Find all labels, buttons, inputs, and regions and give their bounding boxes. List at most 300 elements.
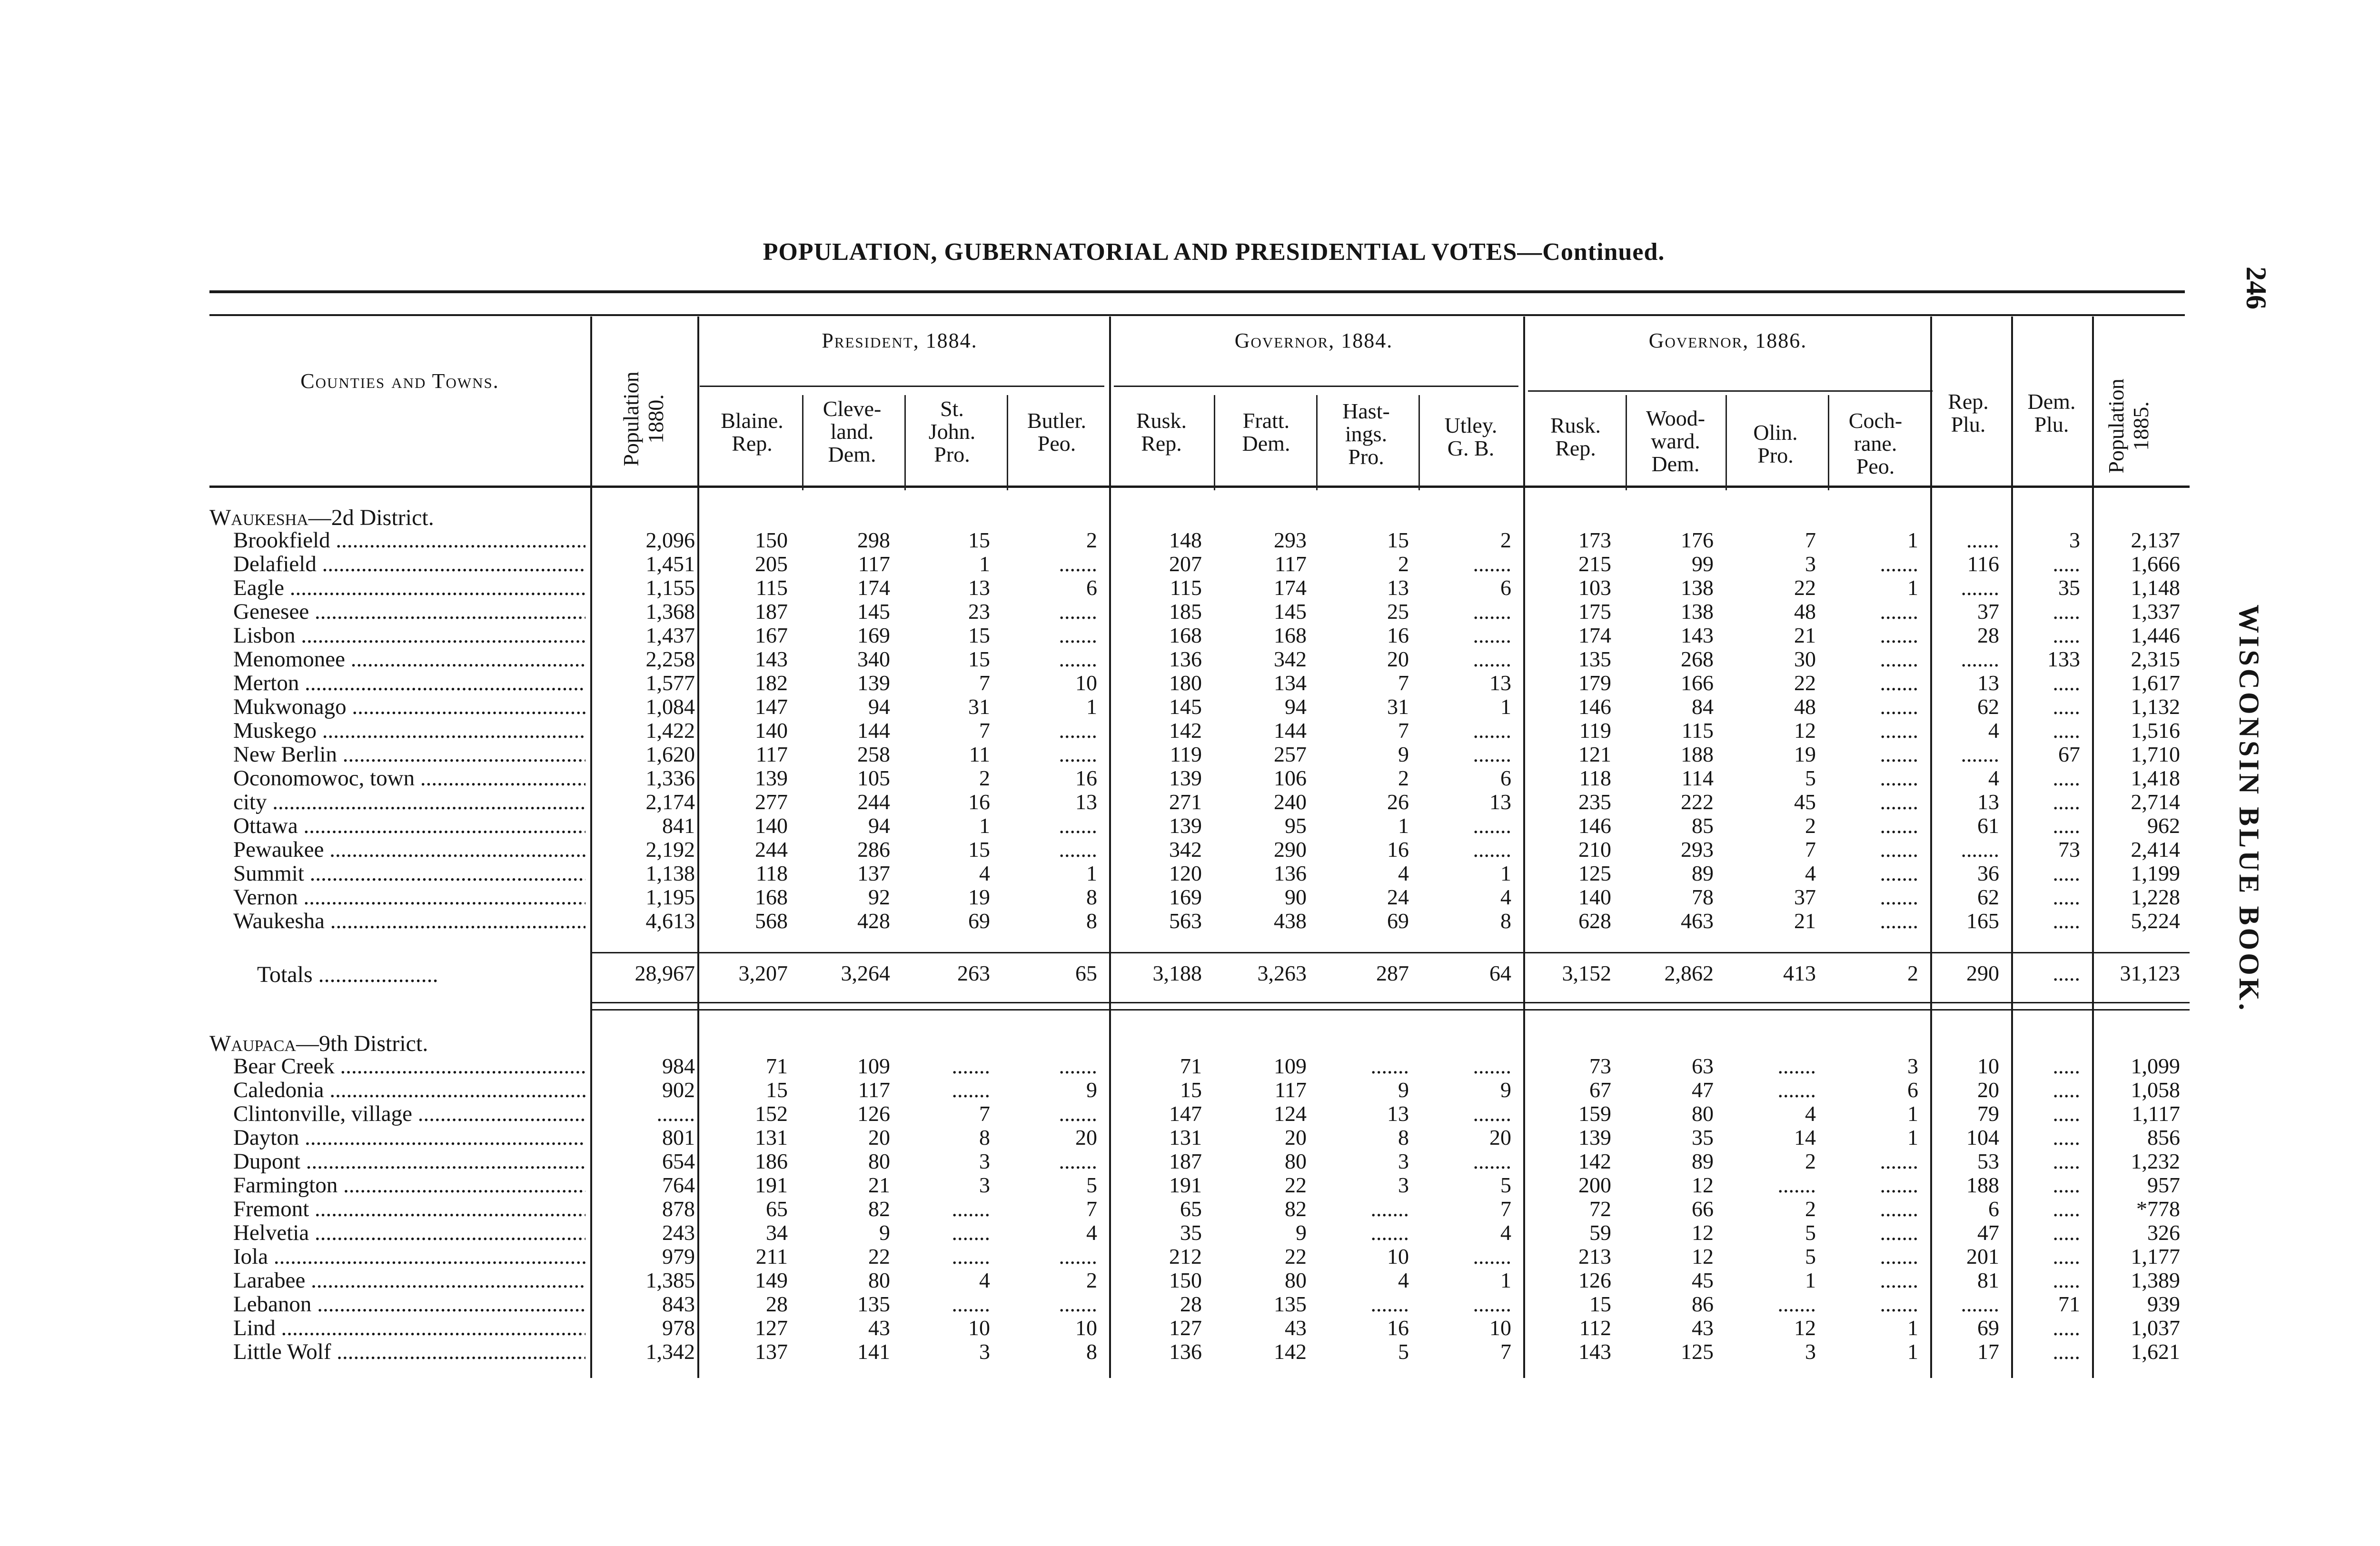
table-cell: 2,192 — [645, 837, 695, 862]
table-cell: ..... — [2053, 718, 2080, 743]
table-cell: 7 — [979, 718, 990, 743]
table-cell: 43 — [1692, 1316, 1714, 1340]
table-cell: ....... — [1059, 837, 1097, 862]
town-name: Mukwonago ..... — [233, 695, 585, 719]
table-cell: 9 — [1398, 742, 1409, 766]
table-cell: 342 — [1274, 647, 1307, 671]
table-cell: ....... — [952, 1197, 990, 1221]
table-cell: 131 — [755, 1125, 788, 1150]
table-cell: 69 — [968, 909, 990, 933]
table-cell: 142 — [1169, 718, 1202, 743]
table-cell: 116 — [1967, 552, 1999, 576]
table-cell: 16 — [1387, 1316, 1409, 1340]
totals-cell: 65 — [1075, 961, 1097, 985]
totals-label: Totals ..... — [257, 961, 438, 988]
table-cell: 1,710 — [2131, 742, 2180, 766]
table-cell: 139 — [1169, 813, 1202, 838]
hastings-header: Hast- ings. Pro. — [1342, 399, 1390, 469]
table-cell: 5 — [1805, 766, 1816, 790]
table-cell: 1 — [1500, 861, 1511, 885]
table-cell: 185 — [1169, 599, 1202, 624]
town-name: Merton ..... — [233, 671, 585, 695]
table-cell: ....... — [1880, 790, 1918, 814]
table-cell: 240 — [1274, 790, 1307, 814]
table-cell: 1,337 — [2131, 599, 2180, 624]
table-cell: ..... — [2053, 1173, 2080, 1197]
president-1884-group-header: President, 1884. — [822, 329, 978, 352]
table-row — [0, 576, 2380, 600]
table-cell: 957 — [2147, 1173, 2180, 1197]
table-cell: 1,155 — [645, 575, 695, 600]
table-cell: ...... — [1966, 528, 1999, 552]
table-cell: ....... — [1059, 1292, 1097, 1316]
table-cell: 120 — [1169, 861, 1202, 885]
st-john-header: St. John. Pro. — [928, 396, 976, 466]
table-cell: 1 — [1907, 1339, 1918, 1364]
table-cell: 28 — [1180, 1292, 1202, 1316]
table-cell: 1 — [979, 813, 990, 838]
table-cell: 268 — [1681, 647, 1714, 671]
table-cell: 104 — [1966, 1125, 1999, 1150]
table-cell: 1,058 — [2131, 1078, 2180, 1102]
table-cell: 85 — [1692, 813, 1714, 838]
table-cell: 139 — [1578, 1125, 1611, 1150]
table-cell: 3 — [979, 1149, 990, 1173]
table-cell: ..... — [2053, 1244, 2080, 1269]
table-cell: 118 — [755, 861, 788, 885]
table-cell: 80 — [1285, 1268, 1307, 1292]
table-cell: ..... — [2053, 671, 2080, 695]
table-cell: ....... — [1473, 1054, 1511, 1078]
table-cell: 112 — [1579, 1316, 1611, 1340]
totals-cell: 2,862 — [1664, 961, 1714, 985]
table-cell: 2,414 — [2131, 837, 2180, 862]
totals-cell: 31,123 — [2120, 961, 2180, 985]
town-name: Oconomowoc, town ..... — [233, 766, 585, 790]
town-name: Helvetia ..... — [233, 1221, 585, 1245]
district-name: —9th District. — [296, 1031, 428, 1056]
running-title: WISCONSIN BLUE BOOK. — [2233, 605, 2265, 1013]
table-cell: 121 — [1578, 742, 1611, 766]
table-cell: 62 — [1977, 694, 1999, 719]
table-row — [0, 1197, 2380, 1221]
table-cell: 117 — [858, 1078, 890, 1102]
table-cell: 135 — [857, 1292, 890, 1316]
table-cell: 4 — [1500, 885, 1511, 909]
table-cell: 3 — [1805, 552, 1816, 576]
table-cell: 71 — [1180, 1054, 1202, 1078]
totals-cell: 413 — [1783, 961, 1816, 985]
town-name: Dupont ..... — [233, 1150, 585, 1173]
table-cell: 109 — [857, 1054, 890, 1078]
table-cell: 7 — [979, 671, 990, 695]
table-cell: 13 — [1977, 790, 1999, 814]
table-cell: 95 — [1285, 813, 1307, 838]
table-cell: 2,174 — [645, 790, 695, 814]
table-cell: 4 — [979, 1268, 990, 1292]
sub-col-rule-a — [802, 395, 803, 490]
table-cell: 15 — [968, 528, 990, 552]
town-name: Pewaukee ..... — [233, 838, 585, 862]
table-cell: 148 — [1169, 528, 1202, 552]
table-cell: 7 — [1805, 837, 1816, 862]
table-cell: 342 — [1169, 837, 1202, 862]
table-cell: 143 — [755, 647, 788, 671]
table-row — [0, 1269, 2380, 1292]
table-row — [0, 790, 2380, 814]
table-row — [0, 624, 2380, 647]
table-cell: 137 — [755, 1339, 788, 1364]
table-cell: 73 — [1589, 1054, 1611, 1078]
table-cell: 8 — [979, 1125, 990, 1150]
table-cell: 1,666 — [2131, 552, 2180, 576]
table-row — [0, 1221, 2380, 1245]
sub-col-rule-d — [1214, 395, 1215, 490]
table-cell: 20 — [1387, 647, 1409, 671]
table-cell: 326 — [2147, 1220, 2180, 1245]
butler-header: Butler. Peo. — [1027, 408, 1086, 456]
table-cell: ....... — [1370, 1054, 1409, 1078]
table-cell: 258 — [857, 742, 890, 766]
table-cell: 15 — [1180, 1078, 1202, 1102]
totals-cell: 3,152 — [1562, 961, 1611, 985]
table-cell: ....... — [1961, 837, 1999, 862]
cochrane-header: Coch- rane. Peo. — [1848, 408, 1903, 478]
table-cell: 1,177 — [2131, 1244, 2180, 1269]
table-cell: 67 — [2058, 742, 2080, 766]
table-cell: 6 — [1988, 1197, 1999, 1221]
table-cell: ....... — [1059, 718, 1097, 743]
sub-col-rule-c — [1007, 395, 1008, 490]
table-cell: 1,084 — [645, 694, 695, 719]
totals-cell: 263 — [957, 961, 990, 985]
town-name: city ..... — [233, 790, 585, 814]
table-cell: ..... — [2053, 552, 2080, 576]
table-cell: ....... — [1880, 885, 1918, 909]
table-cell: 69 — [1387, 909, 1409, 933]
table-cell: 24 — [1387, 885, 1409, 909]
table-row — [0, 885, 2380, 909]
section-heading — [209, 505, 434, 531]
totals-cell: 290 — [1966, 961, 1999, 985]
table-cell: 115 — [1681, 718, 1714, 743]
table-cell: 2,258 — [645, 647, 695, 671]
table-cell: 65 — [766, 1197, 788, 1221]
table-cell: 764 — [662, 1173, 695, 1197]
table-cell: 16 — [1075, 766, 1097, 790]
table-cell: 106 — [1274, 766, 1307, 790]
table-cell: 3 — [1805, 1339, 1816, 1364]
table-cell: 103 — [1578, 575, 1611, 600]
table-row — [0, 1078, 2380, 1102]
table-cell: 48 — [1794, 599, 1816, 624]
table-cell: 1,422 — [645, 718, 695, 743]
table-cell: ....... — [1473, 1149, 1511, 1173]
page-title: POPULATION, GUBERNATORIAL AND PRESIDENTIAL VOTES—Continued. — [763, 238, 1665, 266]
table-cell: 16 — [968, 790, 990, 814]
table-cell: 5 — [1500, 1173, 1511, 1197]
table-cell: ....... — [1880, 742, 1918, 766]
table-cell: ..... — [2053, 694, 2080, 719]
table-cell: 1,228 — [2131, 885, 2180, 909]
table-row — [0, 1126, 2380, 1150]
table-cell: 145 — [857, 599, 890, 624]
town-name: Clintonville, village ..... — [233, 1102, 585, 1126]
table-cell: 9 — [879, 1220, 890, 1245]
table-cell: 145 — [1169, 694, 1202, 719]
table-cell: 81 — [1977, 1268, 1999, 1292]
table-cell: 124 — [1274, 1101, 1307, 1126]
table-cell: 1,336 — [645, 766, 695, 790]
table-cell: 1,037 — [2131, 1316, 2180, 1340]
table-cell: ..... — [2053, 599, 2080, 624]
table-cell: 150 — [755, 528, 788, 552]
table-cell: 131 — [1169, 1125, 1202, 1150]
table-cell: 59 — [1589, 1220, 1611, 1245]
table-cell: 169 — [857, 623, 890, 647]
table-cell: 143 — [1578, 1339, 1611, 1364]
table-cell: 127 — [755, 1316, 788, 1340]
table-cell: 14 — [1794, 1125, 1816, 1150]
table-cell: 563 — [1169, 909, 1202, 933]
top-rule-thin — [209, 314, 2185, 316]
table-cell: 1,132 — [2131, 694, 2180, 719]
dem-plu-header: Dem. Plu. — [2027, 389, 2076, 436]
table-cell: 176 — [1681, 528, 1714, 552]
table-cell: 21 — [1794, 909, 1816, 933]
table-cell: ....... — [1059, 647, 1097, 671]
table-cell: 166 — [1681, 671, 1714, 695]
table-cell: 71 — [2058, 1292, 2080, 1316]
president-group-rule — [700, 386, 1104, 387]
table-cell: 7 — [1805, 528, 1816, 552]
table-cell: 1 — [1907, 1125, 1918, 1150]
table-cell: 7 — [1500, 1339, 1511, 1364]
table-cell: ....... — [1059, 1244, 1097, 1269]
table-cell: 277 — [755, 790, 788, 814]
table-cell: 1,617 — [2131, 671, 2180, 695]
table-cell: 3 — [1907, 1054, 1918, 1078]
table-cell: 169 — [1169, 885, 1202, 909]
table-cell: 145 — [1274, 599, 1307, 624]
table-cell: 4 — [1805, 861, 1816, 885]
table-cell: 20 — [1075, 1125, 1097, 1150]
table-row — [0, 766, 2380, 790]
table-cell: 22 — [868, 1244, 890, 1269]
table-cell: 1,389 — [2131, 1268, 2180, 1292]
governor-1886-group-rule — [1528, 390, 1933, 392]
table-cell: 271 — [1169, 790, 1202, 814]
sub-col-rule-b — [904, 395, 906, 490]
table-cell: 12 — [1794, 1316, 1816, 1340]
table-cell: 82 — [1285, 1197, 1307, 1221]
table-cell: 188 — [1966, 1173, 1999, 1197]
table-cell: 244 — [857, 790, 890, 814]
table-row — [0, 1292, 2380, 1316]
table-cell: 139 — [1169, 766, 1202, 790]
table-cell: 174 — [857, 575, 890, 600]
table-cell: 134 — [1274, 671, 1307, 695]
table-cell: 10 — [1387, 1244, 1409, 1269]
table-cell: 9 — [1500, 1078, 1511, 1102]
table-cell: 463 — [1681, 909, 1714, 933]
table-cell: ....... — [1777, 1054, 1816, 1078]
table-cell: 45 — [1794, 790, 1816, 814]
table-cell: 23 — [968, 599, 990, 624]
table-cell: ..... — [2053, 1101, 2080, 1126]
table-cell: 15 — [968, 623, 990, 647]
table-cell: 12 — [1692, 1173, 1714, 1197]
table-cell: 978 — [662, 1316, 695, 1340]
table-row — [0, 647, 2380, 671]
table-cell: 257 — [1274, 742, 1307, 766]
table-cell: 1,099 — [2131, 1054, 2180, 1078]
table-cell: ....... — [1059, 1149, 1097, 1173]
county-name: Waukesha — [209, 505, 308, 530]
table-cell: 180 — [1169, 671, 1202, 695]
town-name: Little Wolf ..... — [233, 1340, 585, 1364]
table-cell: 19 — [968, 885, 990, 909]
table-cell: 114 — [1681, 766, 1714, 790]
table-cell: 63 — [1692, 1054, 1714, 1078]
table-cell: ....... — [1777, 1078, 1816, 1102]
table-cell: 2,137 — [2131, 528, 2180, 552]
table-row — [0, 1054, 2380, 1078]
table-cell: 13 — [1387, 1101, 1409, 1126]
table-cell: 4 — [1805, 1101, 1816, 1126]
table-cell: 147 — [755, 694, 788, 719]
table-cell: 856 — [2147, 1125, 2180, 1150]
table-cell: 1 — [1907, 1101, 1918, 1126]
table-cell: ....... — [1880, 837, 1918, 862]
table-cell: 244 — [755, 837, 788, 862]
table-cell: 143 — [1681, 623, 1714, 647]
table-cell: 13 — [1489, 671, 1511, 695]
table-cell: ..... — [2053, 766, 2080, 790]
table-cell: 79 — [1977, 1101, 1999, 1126]
table-cell: 3 — [1398, 1149, 1409, 1173]
table-cell: ....... — [1473, 623, 1511, 647]
table-row — [0, 695, 2380, 719]
table-cell: 212 — [1169, 1244, 1202, 1269]
table-cell: 1 — [1086, 694, 1097, 719]
town-name: Waukesha ..... — [233, 909, 585, 933]
table-cell: 138 — [1681, 599, 1714, 624]
table-cell: ....... — [1880, 813, 1918, 838]
table-cell: 10 — [1075, 1316, 1097, 1340]
table-cell: 8 — [1086, 1339, 1097, 1364]
table-cell: 105 — [857, 766, 890, 790]
town-name: Caledonia ..... — [233, 1078, 585, 1102]
woodward-header: Wood- ward. Dem. — [1646, 406, 1706, 476]
table-cell: 4 — [979, 861, 990, 885]
table-cell: 6 — [1086, 575, 1097, 600]
table-cell: 11 — [969, 742, 990, 766]
table-cell: ....... — [1059, 1054, 1097, 1078]
table-cell: ....... — [1880, 1197, 1918, 1221]
table-cell: ....... — [656, 1101, 695, 1126]
table-cell: ....... — [1880, 671, 1918, 695]
table-row — [0, 528, 2380, 552]
table-cell: 82 — [868, 1197, 890, 1221]
table-cell: 136 — [1274, 861, 1307, 885]
table-cell: 1,385 — [645, 1268, 695, 1292]
table-cell: 142 — [1578, 1149, 1611, 1173]
table-cell: ....... — [1059, 599, 1097, 624]
table-row — [0, 719, 2380, 743]
table-cell: 15 — [766, 1078, 788, 1102]
header-bottom-rule — [209, 486, 2190, 488]
table-cell: 152 — [755, 1101, 788, 1126]
table-cell: 12 — [1794, 718, 1816, 743]
sub-col-rule-e — [1316, 395, 1318, 490]
table-cell: 438 — [1274, 909, 1307, 933]
table-cell: 1 — [1500, 694, 1511, 719]
table-cell: 21 — [1794, 623, 1816, 647]
table-cell: 1 — [1805, 1268, 1816, 1292]
table-cell: 136 — [1169, 1339, 1202, 1364]
table-cell: 147 — [1169, 1101, 1202, 1126]
table-cell: ....... — [1059, 813, 1097, 838]
table-cell: 30 — [1794, 647, 1816, 671]
table-cell: 5 — [1086, 1173, 1097, 1197]
table-cell: 2,714 — [2131, 790, 2180, 814]
table-cell: 1,577 — [645, 671, 695, 695]
table-cell: 53 — [1977, 1149, 1999, 1173]
table-cell: 127 — [1169, 1316, 1202, 1340]
town-name: Fremont ..... — [233, 1197, 585, 1221]
table-cell: ....... — [952, 1244, 990, 1269]
table-cell: 174 — [1274, 575, 1307, 600]
table-cell: 1,621 — [2131, 1339, 2180, 1364]
utley-header: Utley. G. B. — [1444, 413, 1497, 460]
table-cell: 80 — [1285, 1149, 1307, 1173]
table-cell: 1 — [979, 552, 990, 576]
table-cell: 2 — [1398, 552, 1409, 576]
table-cell: 73 — [2058, 837, 2080, 862]
table-cell: 1,451 — [645, 552, 695, 576]
table-cell: ....... — [1473, 813, 1511, 838]
table-cell: 9 — [1398, 1078, 1409, 1102]
table-cell: 20 — [1489, 1125, 1511, 1150]
table-cell: 1,516 — [2131, 718, 2180, 743]
table-cell: 10 — [1075, 671, 1097, 695]
table-cell: 7 — [979, 1101, 990, 1126]
table-cell: 138 — [1681, 575, 1714, 600]
table-cell: ....... — [1370, 1197, 1409, 1221]
table-cell: 6 — [1907, 1078, 1918, 1102]
table-cell: 1,437 — [645, 623, 695, 647]
table-cell: 43 — [868, 1316, 890, 1340]
table-cell: 174 — [1578, 623, 1611, 647]
town-name: Menomonee ..... — [233, 647, 585, 671]
table-cell: 1,199 — [2131, 861, 2180, 885]
table-cell: 3 — [979, 1339, 990, 1364]
table-cell: 2 — [1500, 528, 1511, 552]
table-cell: 340 — [857, 647, 890, 671]
table-cell: 168 — [1169, 623, 1202, 647]
table-cell: 4 — [1086, 1220, 1097, 1245]
table-cell: 118 — [1579, 766, 1611, 790]
table-cell: 61 — [1977, 813, 1999, 838]
table-cell: 8 — [1086, 885, 1097, 909]
table-cell: 10 — [1489, 1316, 1511, 1340]
table-cell: 126 — [1578, 1268, 1611, 1292]
totals-cell: 3,264 — [841, 961, 890, 985]
town-name: Genesee ..... — [233, 600, 585, 624]
totals-cell: 287 — [1376, 961, 1409, 985]
table-cell: 13 — [1387, 575, 1409, 600]
